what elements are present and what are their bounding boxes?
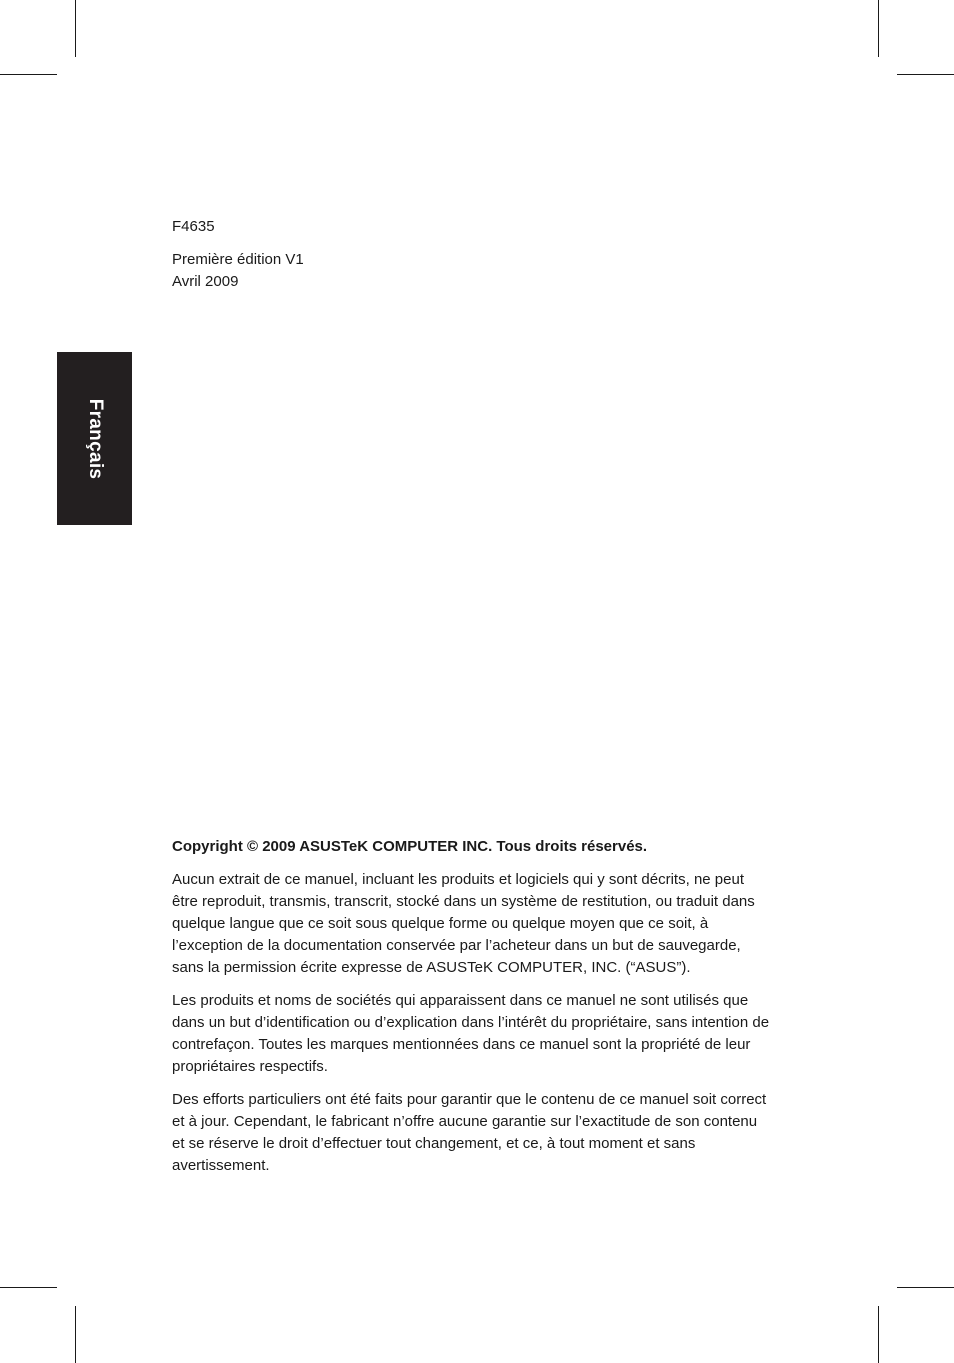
edition-info bbox=[172, 216, 304, 293]
crop-mark-top-right-horizontal bbox=[897, 74, 954, 75]
crop-mark-top-left-vertical bbox=[75, 0, 76, 57]
language-tab-label: Français bbox=[84, 398, 106, 479]
crop-mark-top-right-vertical bbox=[878, 0, 879, 57]
copyright-section bbox=[172, 836, 772, 1188]
language-tab bbox=[57, 352, 132, 525]
edition-date: Avril 2009 bbox=[172, 273, 239, 290]
model-number: F4635 bbox=[172, 218, 215, 235]
copyright-paragraph-trademarks: Les produits et noms de sociétés qui apparaissent dans ce manuel ne sont utilisés que dans un but d’identification ou d’explication dans l’intérêt du propriétaire, sans intention de contrefaçon. Toutes les marques mentionnées dans ce manuel sont la propriété de leur propriétaires respectifs. bbox=[172, 992, 770, 1075]
copyright-paragraph-accuracy: Des efforts particuliers ont été faits pour garantir que le contenu de ce manuel soit correct et à jour. Cependant, le fabricant n’offre aucune garantie sur l’exactitude de son contenu et se réserve le droit d’effectuer tout changement, et ce, à tout moment et sans avertissement. bbox=[172, 1091, 767, 1174]
copyright-heading: Copyright © 2009 ASUSTeK COMPUTER INC. Tous droits réservés. bbox=[172, 838, 648, 855]
crop-mark-top-left-horizontal bbox=[0, 74, 57, 75]
crop-mark-bottom-left-horizontal bbox=[0, 1287, 57, 1288]
crop-mark-bottom-right-horizontal bbox=[897, 1287, 954, 1288]
copyright-paragraph-reproduction: Aucun extrait de ce manuel, incluant les produits et logiciels qui y sont décrits, ne peut être reproduit, transmis, transcrit, stocké dans un système de restitution, ou traduit dans quelque langue que ce soit sous quelque forme ou quelque moyen que ce soit, à l’exception de la documentation conservée par l’acheteur dans un but de sauvegarde, sans la permission écrite expresse de ASUSTeK COMPUTER, INC. (“ASUS”). bbox=[172, 871, 755, 976]
edition-label: Première édition V1 bbox=[172, 251, 304, 268]
crop-mark-bottom-right-vertical bbox=[878, 1306, 879, 1363]
crop-mark-bottom-left-vertical bbox=[75, 1306, 76, 1363]
